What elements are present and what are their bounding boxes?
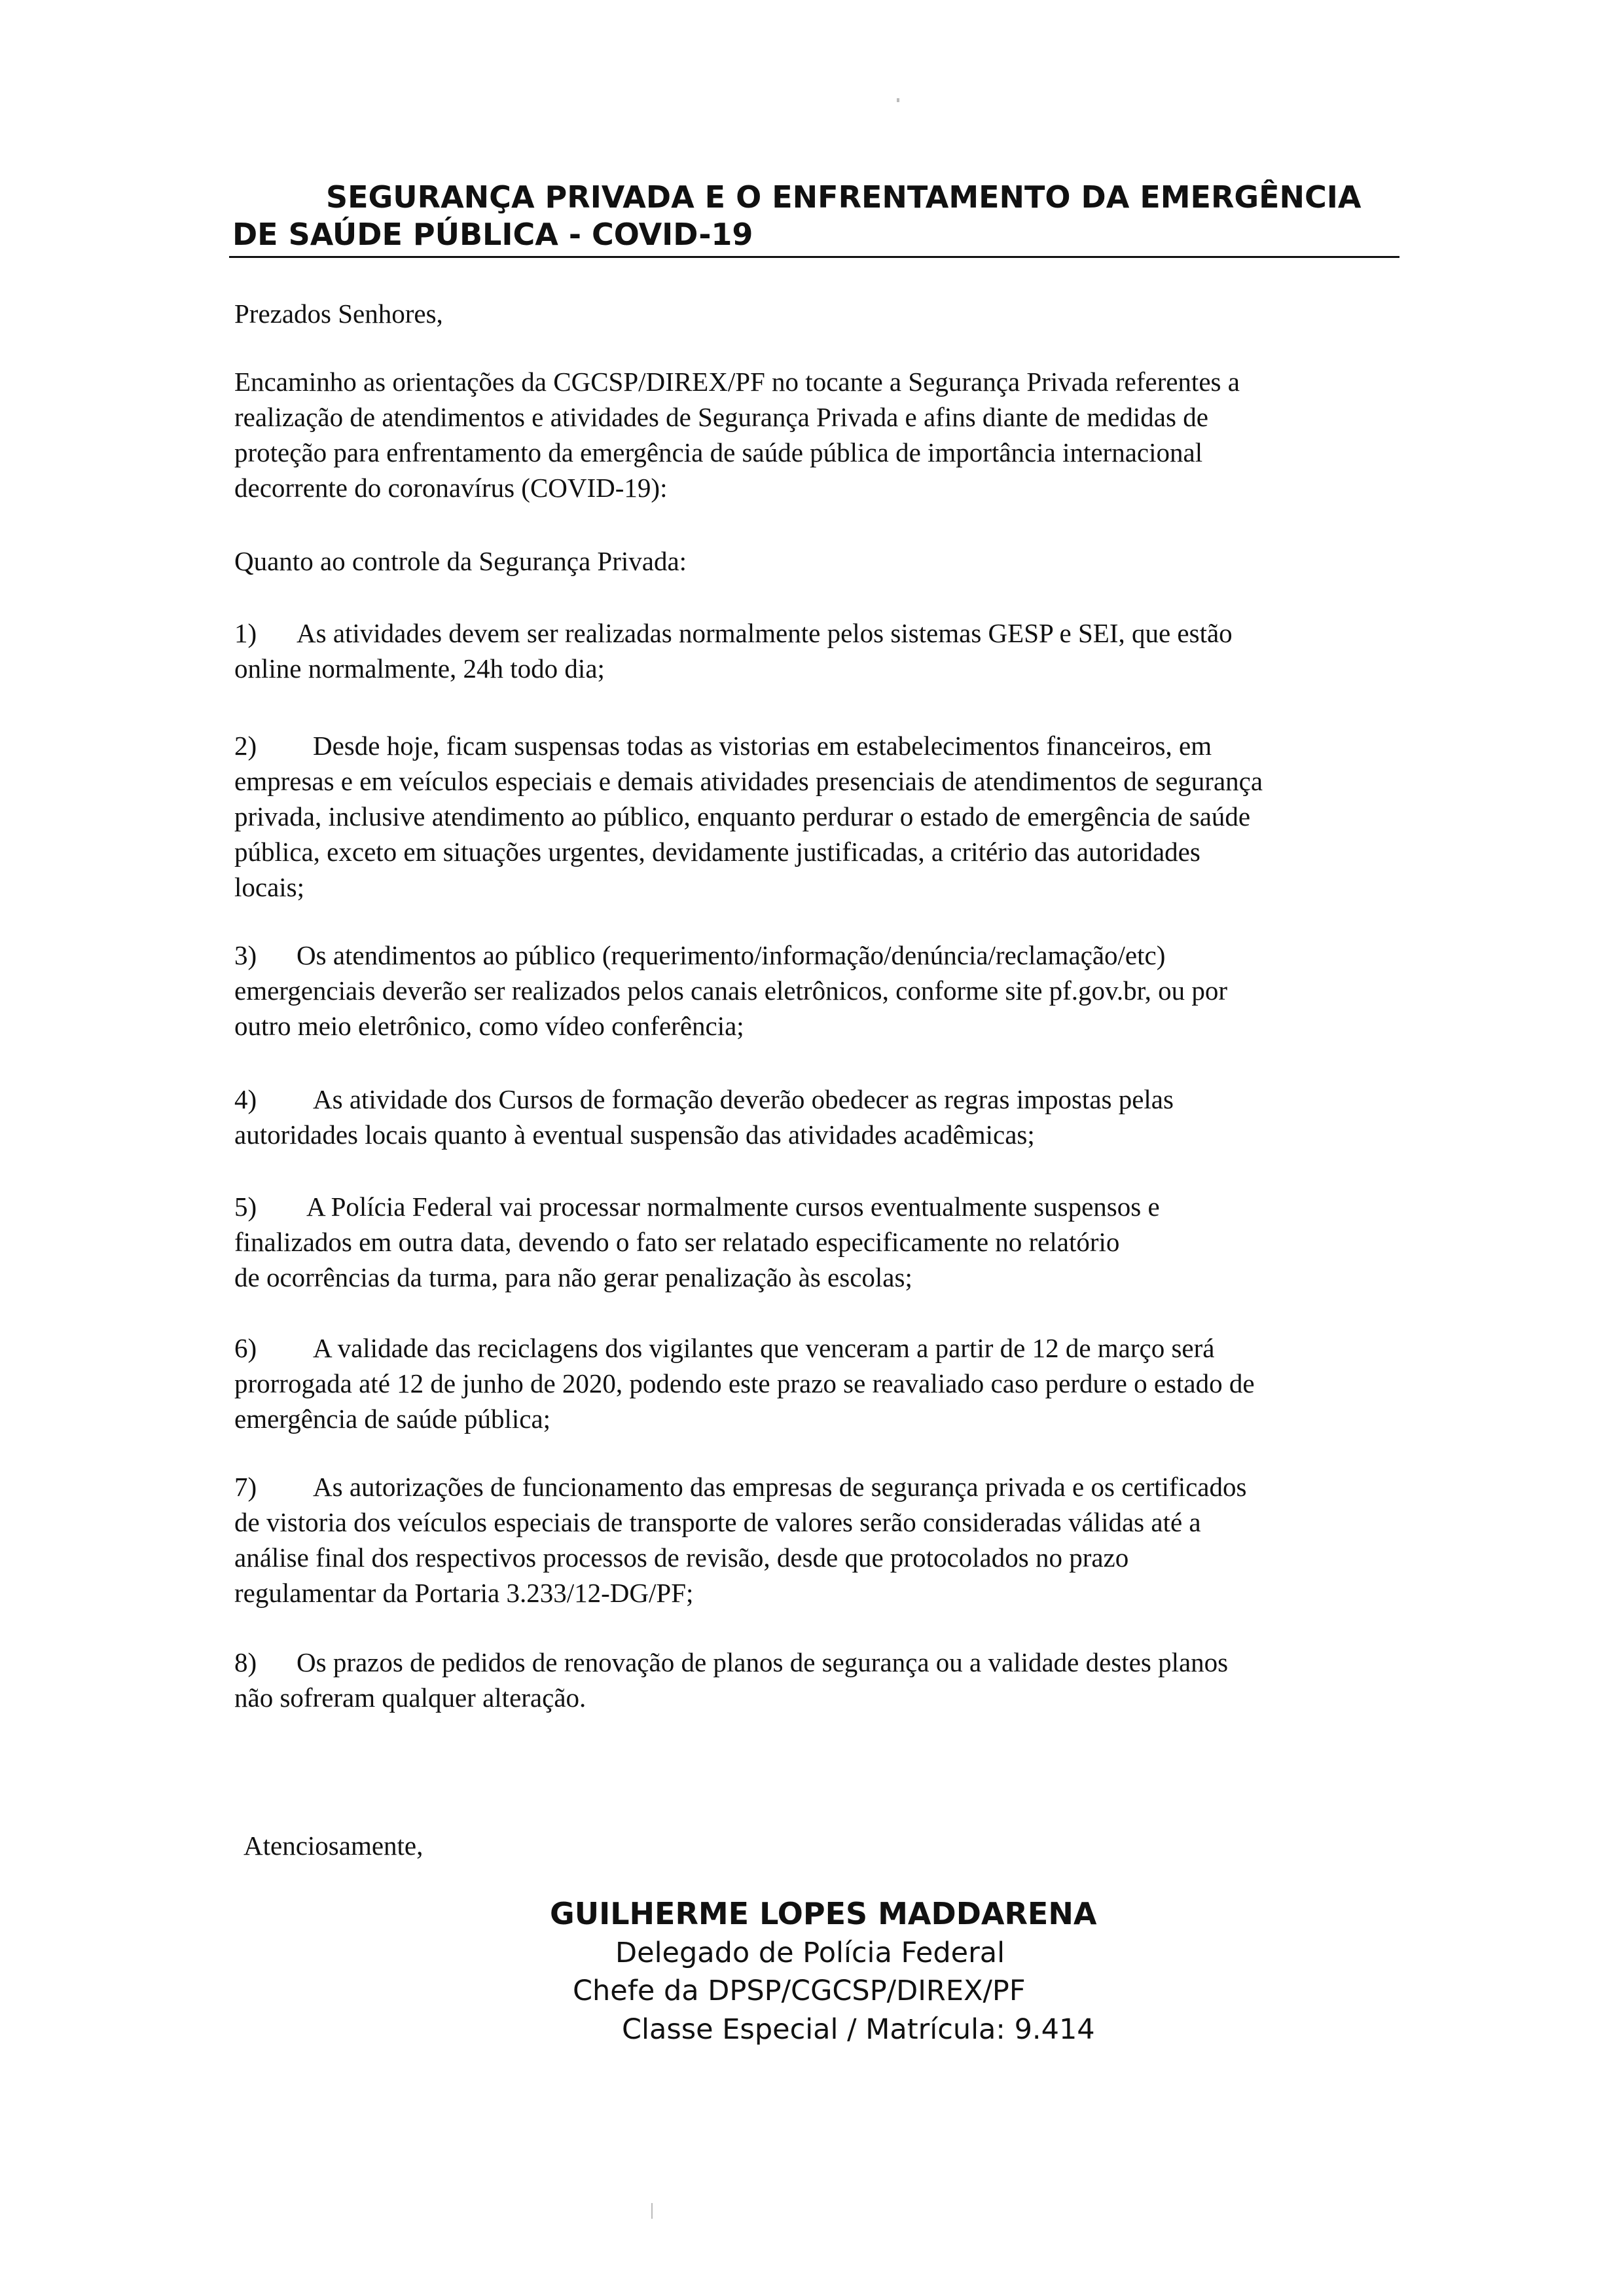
item-line: regulamentar da Portaria 3.233/12-DG/PF; bbox=[234, 1578, 694, 1608]
signatory-name: GUILHERME LOPES MADDARENA bbox=[550, 1896, 1097, 1931]
item-line: autoridades locais quanto à eventual suspensão das atividades acadêmicas; bbox=[234, 1120, 1035, 1150]
item-line: A validade das reciclagens dos vigilantes que venceram a partir de 12 de março será bbox=[313, 1333, 1215, 1363]
item-line: privada, inclusive atendimento ao público, enquanto perdurar o estado de emergência de saúde bbox=[234, 801, 1251, 831]
item-line: Desde hoje, ficam suspensas todas as vistorias em estabelecimentos financeiros, em bbox=[313, 731, 1212, 761]
list-item-4 bbox=[234, 1082, 1413, 1152]
intro-paragraph bbox=[234, 364, 1413, 505]
list-item-6 bbox=[234, 1330, 1413, 1436]
signatory-position: Chefe da DPSP/CGCSP/DIREX/PF bbox=[573, 1975, 1026, 2007]
item-line: Os prazos de pedidos de renovação de planos de segurança ou a validade destes planos bbox=[297, 1647, 1229, 1677]
item-number: 1) bbox=[234, 618, 257, 648]
signatory-role: Delegado de Polícia Federal bbox=[615, 1937, 1005, 1969]
document-title-line-1: SEGURANÇA PRIVADA E O ENFRENTAMENTO DA EMERGÊNCIA bbox=[326, 179, 1362, 215]
scan-speck bbox=[897, 98, 899, 102]
item-line: prorrogada até 12 de junho de 2020, podendo este prazo se reavaliado caso perdure o estado de bbox=[234, 1368, 1255, 1398]
salutation: Prezados Senhores, bbox=[234, 299, 443, 329]
item-line: de vistoria dos veículos especiais de transporte de valores serão consideradas válidas até a bbox=[234, 1507, 1201, 1537]
item-line: locais; bbox=[234, 872, 305, 902]
item-line: empresas e em veículos especiais e demais atividades presenciais de atendimentos de segurança bbox=[234, 766, 1263, 796]
item-number: 8) bbox=[234, 1647, 257, 1677]
document-title-line-2: DE SAÚDE PÚBLICA - COVID-19 bbox=[232, 217, 753, 252]
item-line: não sofreram qualquer alteração. bbox=[234, 1683, 586, 1713]
intro-line: realização de atendimentos e atividades de Segurança Privada e afins diante de medidas de bbox=[234, 402, 1208, 432]
item-line: análise final dos respectivos processos de revisão, desde que protocolados no prazo bbox=[234, 1542, 1129, 1573]
item-line: finalizados em outra data, devendo o fato ser relatado especificamente no relatório bbox=[234, 1227, 1120, 1257]
list-item-8 bbox=[234, 1645, 1413, 1715]
item-line: Os atendimentos ao público (requerimento/informação/denúncia/reclamação/etc) bbox=[297, 940, 1166, 970]
intro-line: decorrente do coronavírus (COVID-19): bbox=[234, 473, 668, 503]
scan-speck bbox=[651, 2203, 653, 2219]
item-line: As autorizações de funcionamento das empresas de segurança privada e os certificados bbox=[313, 1472, 1247, 1502]
title-underline bbox=[229, 256, 1399, 258]
signatory-class-id: Classe Especial / Matrícula: 9.414 bbox=[622, 2013, 1095, 2046]
item-line: As atividade dos Cursos de formação deverão obedecer as regras impostas pelas bbox=[313, 1084, 1174, 1114]
item-line: emergenciais deverão ser realizados pelos canais eletrônicos, conforme site pf.gov.br, ou por bbox=[234, 975, 1228, 1006]
item-line: online normalmente, 24h todo dia; bbox=[234, 653, 605, 683]
item-number: 7) bbox=[234, 1472, 257, 1502]
list-item-1 bbox=[234, 615, 1413, 686]
subheading: Quanto ao controle da Segurança Privada: bbox=[234, 546, 687, 576]
item-number: 6) bbox=[234, 1333, 257, 1363]
item-line: A Polícia Federal vai processar normalmente cursos eventualmente suspensos e bbox=[306, 1192, 1160, 1222]
intro-line: proteção para enfrentamento da emergência de saúde pública de importância internacional bbox=[234, 437, 1203, 467]
list-item-2 bbox=[234, 728, 1413, 905]
item-number: 4) bbox=[234, 1084, 257, 1114]
item-number: 5) bbox=[234, 1192, 257, 1222]
item-line: As atividades devem ser realizadas normalmente pelos sistemas GESP e SEI, que estão bbox=[297, 618, 1233, 648]
item-number: 3) bbox=[234, 940, 257, 970]
list-item-7 bbox=[234, 1469, 1413, 1611]
item-line: de ocorrências da turma, para não gerar penalização às escolas; bbox=[234, 1262, 912, 1292]
item-line: pública, exceto em situações urgentes, devidamente justificadas, a critério das autoridades bbox=[234, 837, 1200, 867]
closing: Atenciosamente, bbox=[244, 1831, 424, 1861]
intro-line: Encaminho as orientações da CGCSP/DIREX/PF no tocante a Segurança Privada referentes a bbox=[234, 367, 1240, 397]
item-line: outro meio eletrônico, como vídeo conferência; bbox=[234, 1011, 744, 1041]
list-item-5 bbox=[234, 1189, 1413, 1295]
item-line: emergência de saúde pública; bbox=[234, 1404, 551, 1434]
list-item-3 bbox=[234, 938, 1413, 1044]
item-number: 2) bbox=[234, 731, 257, 761]
